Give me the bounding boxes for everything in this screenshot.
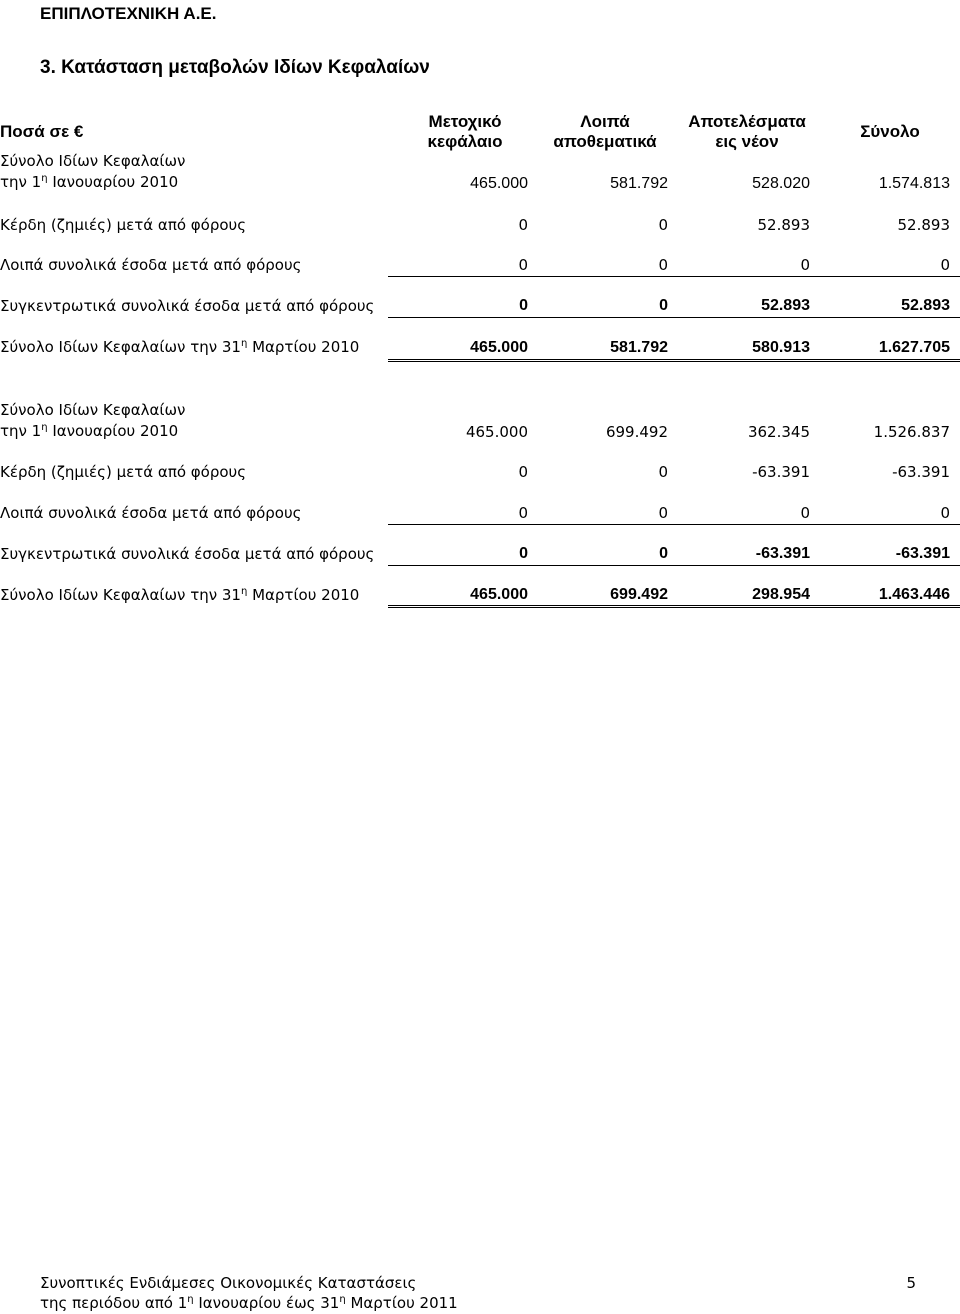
- cell-profit-other-reserves: 0: [658, 216, 668, 234]
- cell-profit-total: -63.391: [892, 463, 950, 481]
- cell-closing-other-reserves: 699.492: [610, 586, 668, 603]
- cell-profit-retained-earnings: 52.893: [757, 216, 810, 234]
- cell-closing-total: 1.463.446: [878, 586, 950, 603]
- cell-other-income-total: 0: [940, 256, 950, 274]
- cell-profit-share-capital: 0: [518, 216, 528, 234]
- cell-profit-share-capital: 0: [518, 463, 528, 481]
- cell-closing-retained-earnings: 580.913: [752, 339, 810, 356]
- cell-other-income-share-capital: 0: [518, 256, 528, 274]
- amounts-label: Ποσά σε €: [0, 122, 84, 141]
- cell-total-income-total: 52.893: [901, 297, 950, 314]
- cell-total-income-share-capital: 0: [519, 297, 528, 314]
- cell-profit-other-reserves: 0: [658, 463, 668, 481]
- cell-total-income-other-reserves: 0: [659, 297, 668, 314]
- cell-opening-total: 1.574.813: [878, 175, 950, 192]
- column-header-total: Σύνολο: [860, 122, 920, 141]
- row-label-closing-balance: Σύνολο Ιδίων Κεφαλαίων την $31^\eta$ Μαρτίου 2010: [0, 338, 360, 356]
- column-header-share-capital: Μετοχικό κεφάλαιο: [427, 112, 503, 151]
- footer-title: Συνοπτικές Ενδιάμεσες Οικονομικές Καταστάσεις: [40, 1274, 417, 1292]
- row-label-profit: Κέρδη (ζημιές) μετά από φόρους: [0, 216, 247, 234]
- footer-period: της περιόδου από $1^\eta$ Ιανουαρίου έως $31^\eta$ Μαρτίου 2011: [40, 1294, 458, 1312]
- subtotal-rule: [388, 317, 960, 318]
- cell-total-income-other-reserves: 0: [659, 545, 668, 562]
- cell-profit-retained-earnings: -63.391: [752, 463, 810, 481]
- page-number: 5: [906, 1274, 916, 1292]
- column-header-retained-earnings: Αποτελέσματα εις νέον: [688, 112, 806, 151]
- cell-opening-other-reserves: 581.792: [610, 175, 668, 192]
- row-label-total-income: Συγκεντρωτικά συνολικά έσοδα μετά από φόρους: [0, 297, 375, 315]
- cell-other-income-retained-earnings: 0: [800, 256, 810, 274]
- total-rule: [388, 359, 960, 362]
- column-header-other-reserves: Λοιπά αποθεματικά: [553, 112, 657, 151]
- cell-total-income-share-capital: 0: [519, 545, 528, 562]
- cell-total-income-retained-earnings: 52.893: [761, 297, 810, 314]
- cell-total-income-total: -63.391: [895, 545, 950, 562]
- row-label-opening-date: την $1^\eta$ Ιανουαρίου 2010: [0, 422, 179, 440]
- row-label-opening-date: την $1^\eta$ Ιανουαρίου 2010: [0, 173, 179, 191]
- cell-opening-share-capital: 465.000: [465, 423, 528, 441]
- row-label-profit: Κέρδη (ζημιές) μετά από φόρους: [0, 463, 247, 481]
- cell-opening-share-capital: 465.000: [470, 175, 528, 192]
- total-rule: [388, 605, 960, 608]
- company-name: ΕΠΙΠΛΟΤΕΧΝΙΚΗ Α.Ε.: [40, 4, 217, 23]
- cell-opening-retained-earnings: 362.345: [747, 423, 810, 441]
- subtotal-rule: [388, 276, 960, 277]
- cell-other-income-total: 0: [940, 504, 950, 522]
- cell-other-income-other-reserves: 0: [658, 256, 668, 274]
- cell-opening-other-reserves: 699.492: [605, 423, 668, 441]
- row-label-total-income: Συγκεντρωτικά συνολικά έσοδα μετά από φόρους: [0, 545, 375, 563]
- cell-profit-total: 52.893: [897, 216, 950, 234]
- cell-closing-retained-earnings: 298.954: [752, 586, 810, 603]
- cell-total-income-retained-earnings: -63.391: [755, 545, 810, 562]
- cell-closing-share-capital: 465.000: [470, 586, 528, 603]
- cell-closing-other-reserves: 581.792: [610, 339, 668, 356]
- cell-other-income-other-reserves: 0: [658, 504, 668, 522]
- row-label-closing-balance: Σύνολο Ιδίων Κεφαλαίων την $31^\eta$ Μαρτίου 2010: [0, 586, 360, 604]
- row-label-opening-balance: Σύνολο Ιδίων Κεφαλαίων: [0, 401, 186, 419]
- row-label-other-income: Λοιπά συνολικά έσοδα μετά από φόρους: [0, 504, 302, 522]
- cell-opening-total: 1.526.837: [873, 423, 950, 441]
- subtotal-rule: [388, 524, 960, 525]
- row-label-other-income: Λοιπά συνολικά έσοδα μετά από φόρους: [0, 256, 302, 274]
- section-title: 3. Κατάσταση μεταβολών Ιδίων Κεφαλαίων: [40, 57, 430, 78]
- row-label-opening-balance: Σύνολο Ιδίων Κεφαλαίων: [0, 152, 186, 170]
- cell-other-income-retained-earnings: 0: [800, 504, 810, 522]
- cell-closing-share-capital: 465.000: [470, 339, 528, 356]
- cell-other-income-share-capital: 0: [518, 504, 528, 522]
- subtotal-rule: [388, 565, 960, 566]
- cell-closing-total: 1.627.705: [878, 339, 950, 356]
- cell-opening-retained-earnings: 528.020: [752, 175, 810, 192]
